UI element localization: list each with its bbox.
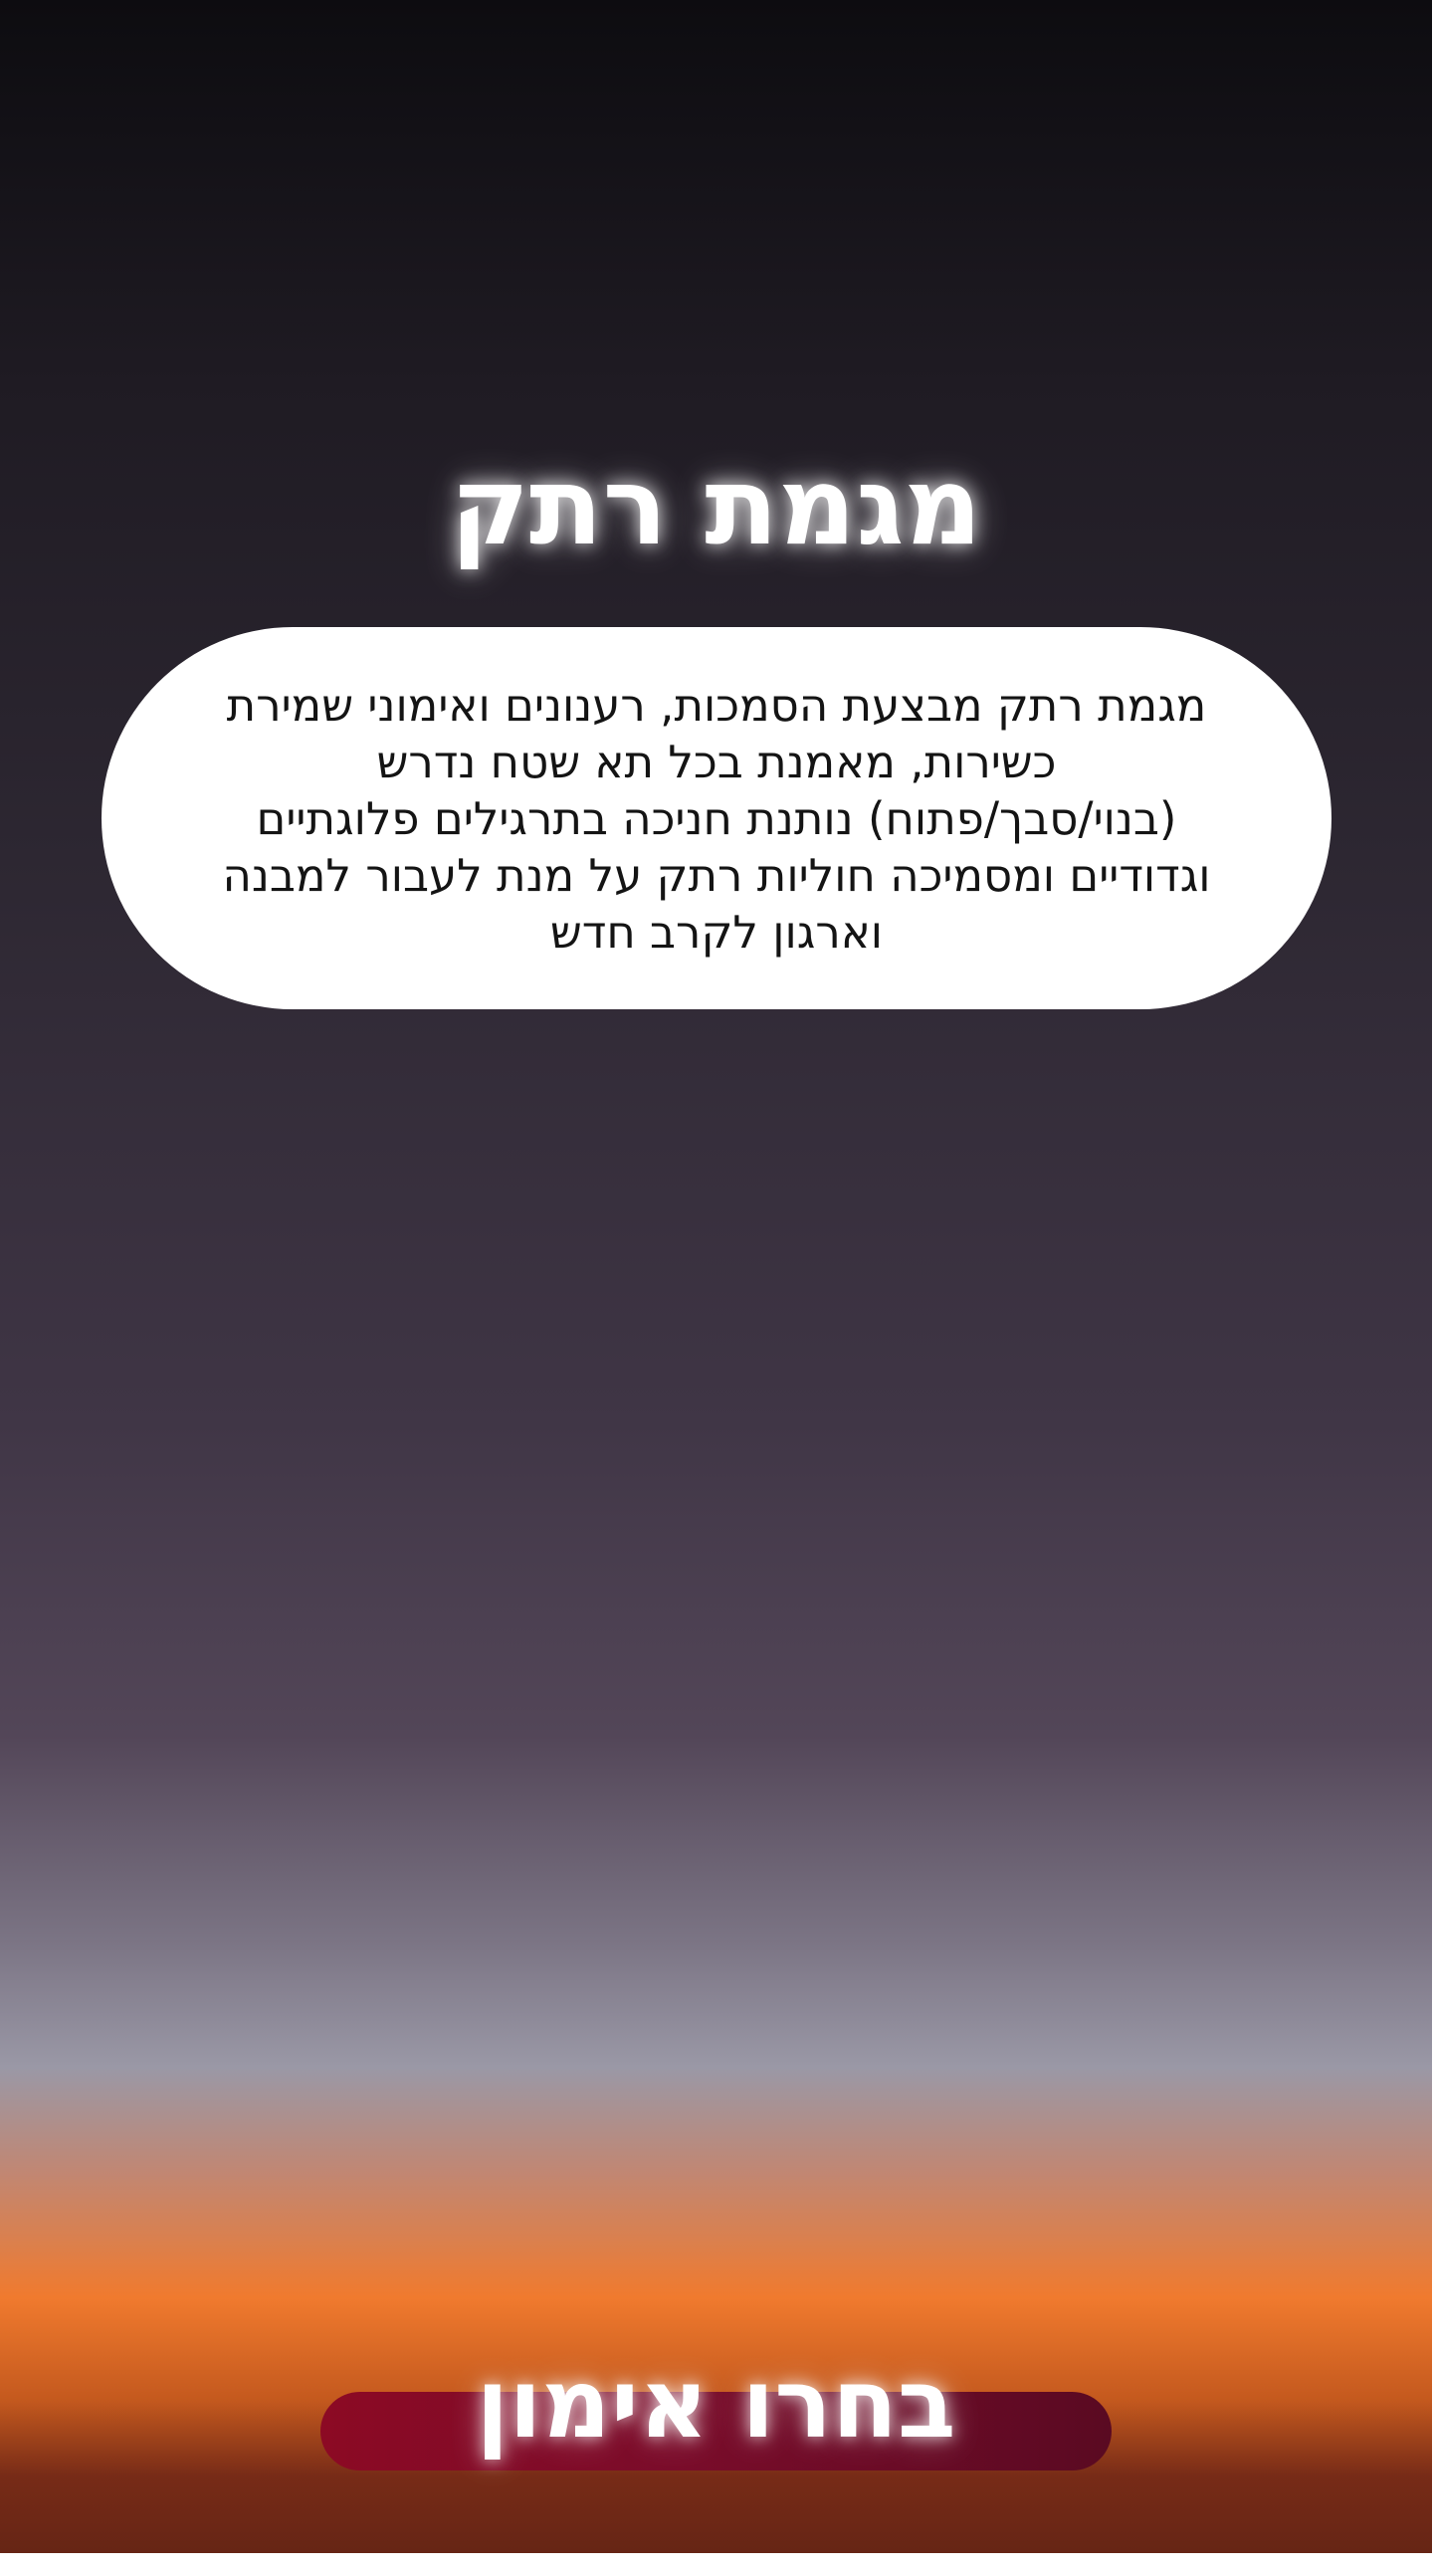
description-card bbox=[102, 627, 1332, 1009]
choose-training-label[interactable]: בחרו אימון bbox=[476, 2348, 956, 2460]
page-title: מגמת רתק bbox=[450, 445, 982, 569]
choose-training-button[interactable] bbox=[320, 2392, 1112, 2470]
description-text: מגמת רתק מבצעת הסמכות, רענונים ואימוני שמירת כשירות, מאמנת בכל תא שטח נדרש (בנוי/סבך/פתוח) נותנת חניכה בתרגילים פלוגתיים וגדודיים ומסמיכה חוליות רתק על מנת לעבור למבנה וארגון לקרב חדש bbox=[222, 678, 1211, 959]
